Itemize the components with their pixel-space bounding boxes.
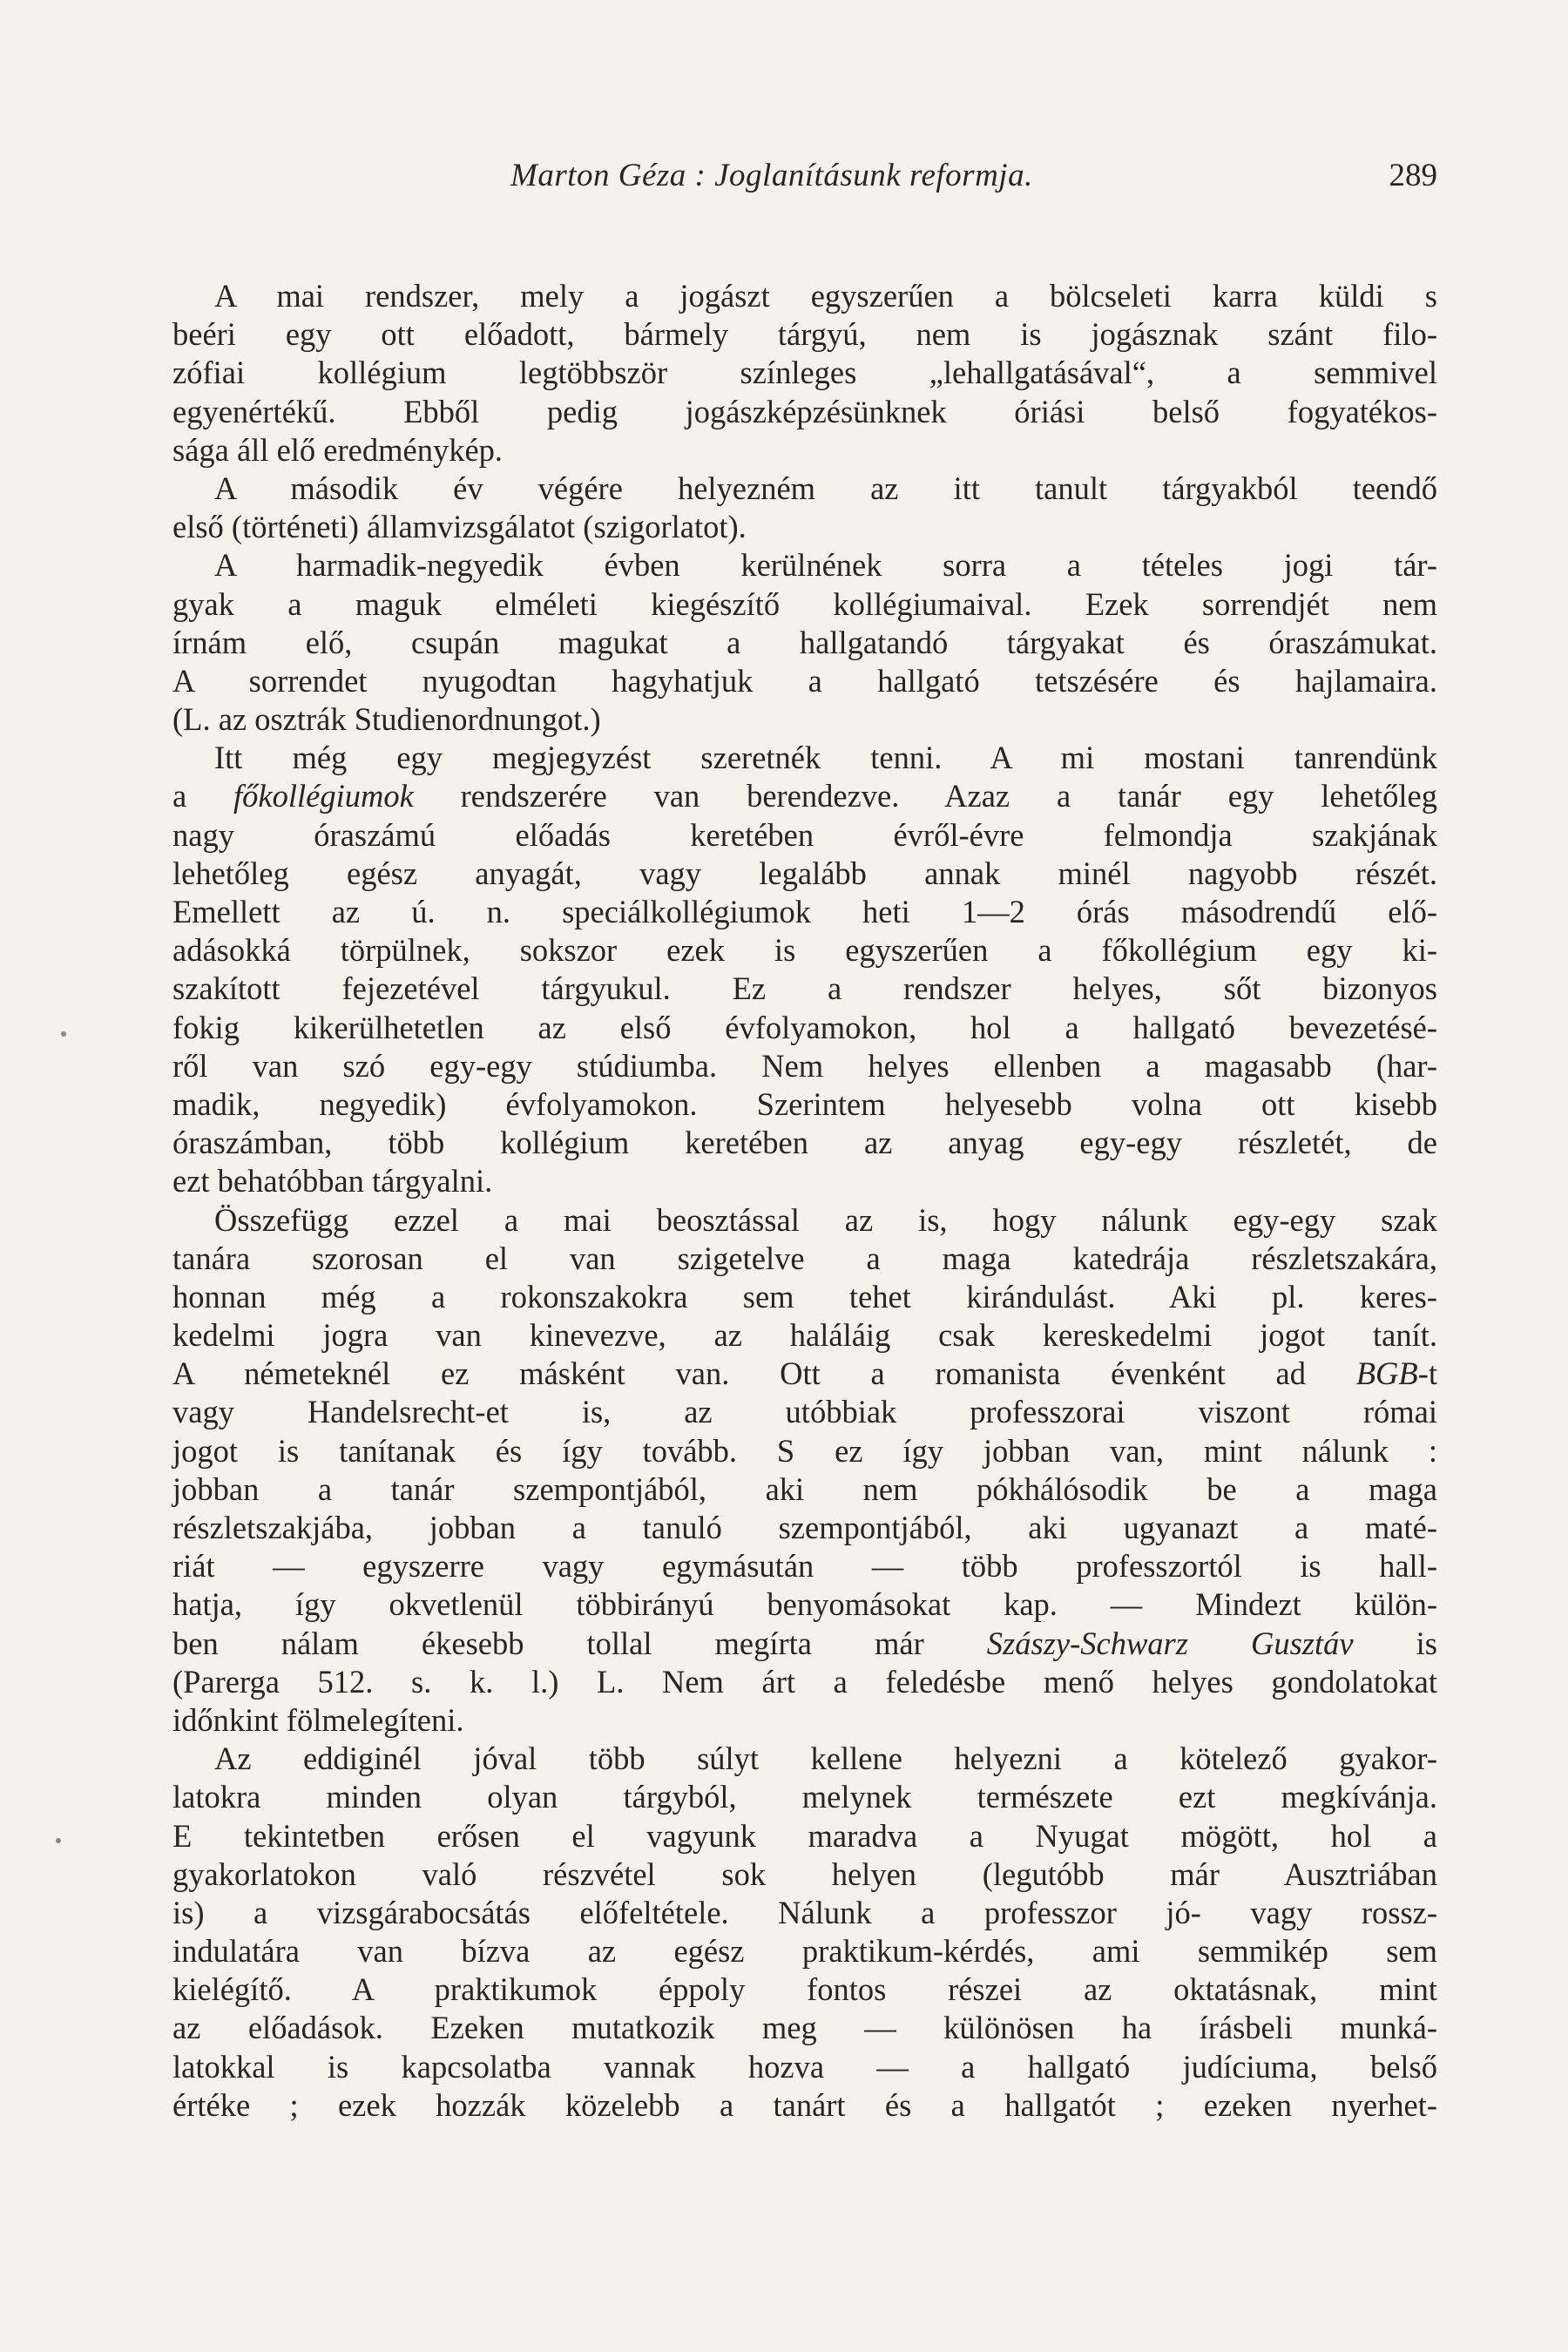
text-line: ről van szó egy-egy stúdiumba. Nem helyes ellenben a magasabb (har- [172,1047,1437,1084]
text-line: sága áll elő eredménykép. [172,431,504,468]
text-line: írnám elő, csupán magukat a hallgatandó tárgyakat és óraszámukat. [172,624,1437,660]
text-line: jobban a tanár szempontjából, aki nem pókhálósodik be a maga [172,1470,1437,1507]
text-line: időnkint fölmelegíteni. [172,1701,464,1738]
text-line: első (történeti) államvizsgálatot (szigorlatot). [172,509,747,545]
text-line: honnan még a rokonszakokra sem tehet kirándulást. Aki pl. keres- [172,1278,1437,1315]
text-line: latokkal is kapcsolatba vannak hozva — a hallgató judíciuma, belső [172,2048,1437,2085]
text-line: madik, negyedik) évfolyamokon. Szerintem helyesebb volna ott kisebb [172,1085,1437,1122]
text-line: A sorrendet nyugodtan hagyhatjuk a hallgató tetszésére és hajlamaira. [172,662,1437,699]
text-line: fokig kikerülhetetlen az első évfolyamokon, hol a hallgató bevezetésé- [172,1009,1437,1045]
text-line: A második év végére helyezném az itt tanult tárgyakból teendő [214,470,1437,506]
text-line: Az eddiginél jóval több súlyt kellene helyezni a kötelező gyakor- [214,1740,1437,1777]
running-title: Marton Géza : Joglanításunk reformja. [510,158,1033,193]
text-line: (Parerga 512. s. k. l.) L. Nem árt a feledésbe menő helyes gondolatokat [172,1663,1437,1700]
text-line: értéke ; ezek hozzák közelebb a tanárt és a hallgatót ; ezeken nyerhet- [172,2086,1437,2123]
text-line: hatja, így okvetlenül többirányú benyomásokat kap. — Mindezt külön- [172,1586,1437,1623]
text-line: Emellett az ú. n. speciálkollégiumok heti 1—2 órás másodrendű elő- [172,894,1437,929]
text-line: zófiai kollégium legtöbbször színleges „lehallgatásával“, a semmivel [172,355,1437,391]
text-line: a főkollégiumok rendszerére van berendezve. Azaz a tanár egy lehetőleg [172,778,1437,814]
text-line: adásokká törpülnek, sokszor ezek is egyszerűen a főkollégium egy ki- [172,932,1437,969]
text-line: Összefügg ezzel a mai beosztással az is, hogy nálunk egy-egy szak [214,1201,1437,1238]
paper-speck [61,1031,66,1037]
text-line: (L. az osztrák Studienordnungot.) [172,701,601,738]
text-line: is) a vizsgárabocsátás előfeltétele. Nálunk a professzor jó- vagy rossz- [172,1894,1437,1930]
text-line: E tekintetben erősen el vagyunk maradva a Nyugat mögött, hol a [172,1817,1437,1854]
text-line: gyak a maguk elméleti kiegészítő kollégiumaival. Ezek sorrendjét nem [172,585,1437,622]
text-line: kedelmi jogra van kinevezve, az haláláig csak kereskedelmi jogot tanít. [172,1317,1437,1354]
text-line: latokra minden olyan tárgyból, melynek természete ezt megkívánja. [172,1779,1437,1815]
text-line: riát — egyszerre vagy egymásután — több professzortól is hall- [172,1548,1437,1585]
page-number: 289 [1389,158,1437,193]
body-text [172,277,1437,2125]
text-line: jogot is tanítanak és így tovább. S ez így jobban van, mint nálunk : [172,1432,1437,1469]
paper-speck [56,1838,61,1843]
text-line: indulatára van bízva az egész praktikum-kérdés, ami semmikép sem [172,1933,1437,1970]
text-line: A németeknél ez másként van. Ott a romanista évenként ad BGB-t [172,1355,1437,1392]
text-line: óraszámban, több kollégium keretében az anyag egy-egy részletét, de [172,1125,1437,1161]
text-line: nagy óraszámú előadás keretében évről-évre felmondja szakjának [172,816,1437,853]
text-line: beéri egy ott előadott, bármely tárgyú, nem is jogásznak szánt filo- [172,316,1437,353]
text-line: A mai rendszer, mely a jogászt egyszerűen a bölcseleti karra küldi s [214,278,1437,314]
text-line: vagy Handelsrecht-et is, az utóbbiak professzorai viszont római [172,1394,1437,1430]
text-line: A harmadik-negyedik évben kerülnének sorra a tételes jogi tár- [214,547,1437,584]
text-line: ezt behatóbban tárgyalni. [172,1163,493,1200]
text-line: lehetőleg egész anyagát, vagy legalább annak minél nagyobb részét. [172,855,1437,891]
text-line: tanára szorosan el van szigetelve a maga katedrája részletszakára, [172,1240,1437,1276]
text-line: szakított fejezetével tárgyukul. Ez a rendszer helyes, sőt bizonyos [172,970,1437,1007]
text-line: Itt még egy megjegyzést szeretnék tenni. A mi mostani tanrendünk [214,740,1437,776]
text-line: egyenértékű. Ebből pedig jogászképzésünknek óriási belső fogyatékos- [172,393,1437,429]
text-line: gyakorlatokon való részvétel sok helyen (legutóbb már Ausztriában [172,1855,1437,1892]
text-line: részletszakjába, jobban a tanuló szempontjából, aki ugyanazt a maté- [172,1510,1437,1545]
text-line: kielégítő. A praktikumok éppoly fontos részei az oktatásnak, mint [172,1971,1437,2008]
running-head [172,157,1437,206]
text-line: ben nálam ékesebb tollal megírta már Szászy-Schwarz Gusztáv is [172,1625,1437,1661]
text-line: az előadások. Ezeken mutatkozik meg — különösen ha írásbeli munká- [172,2010,1437,2046]
